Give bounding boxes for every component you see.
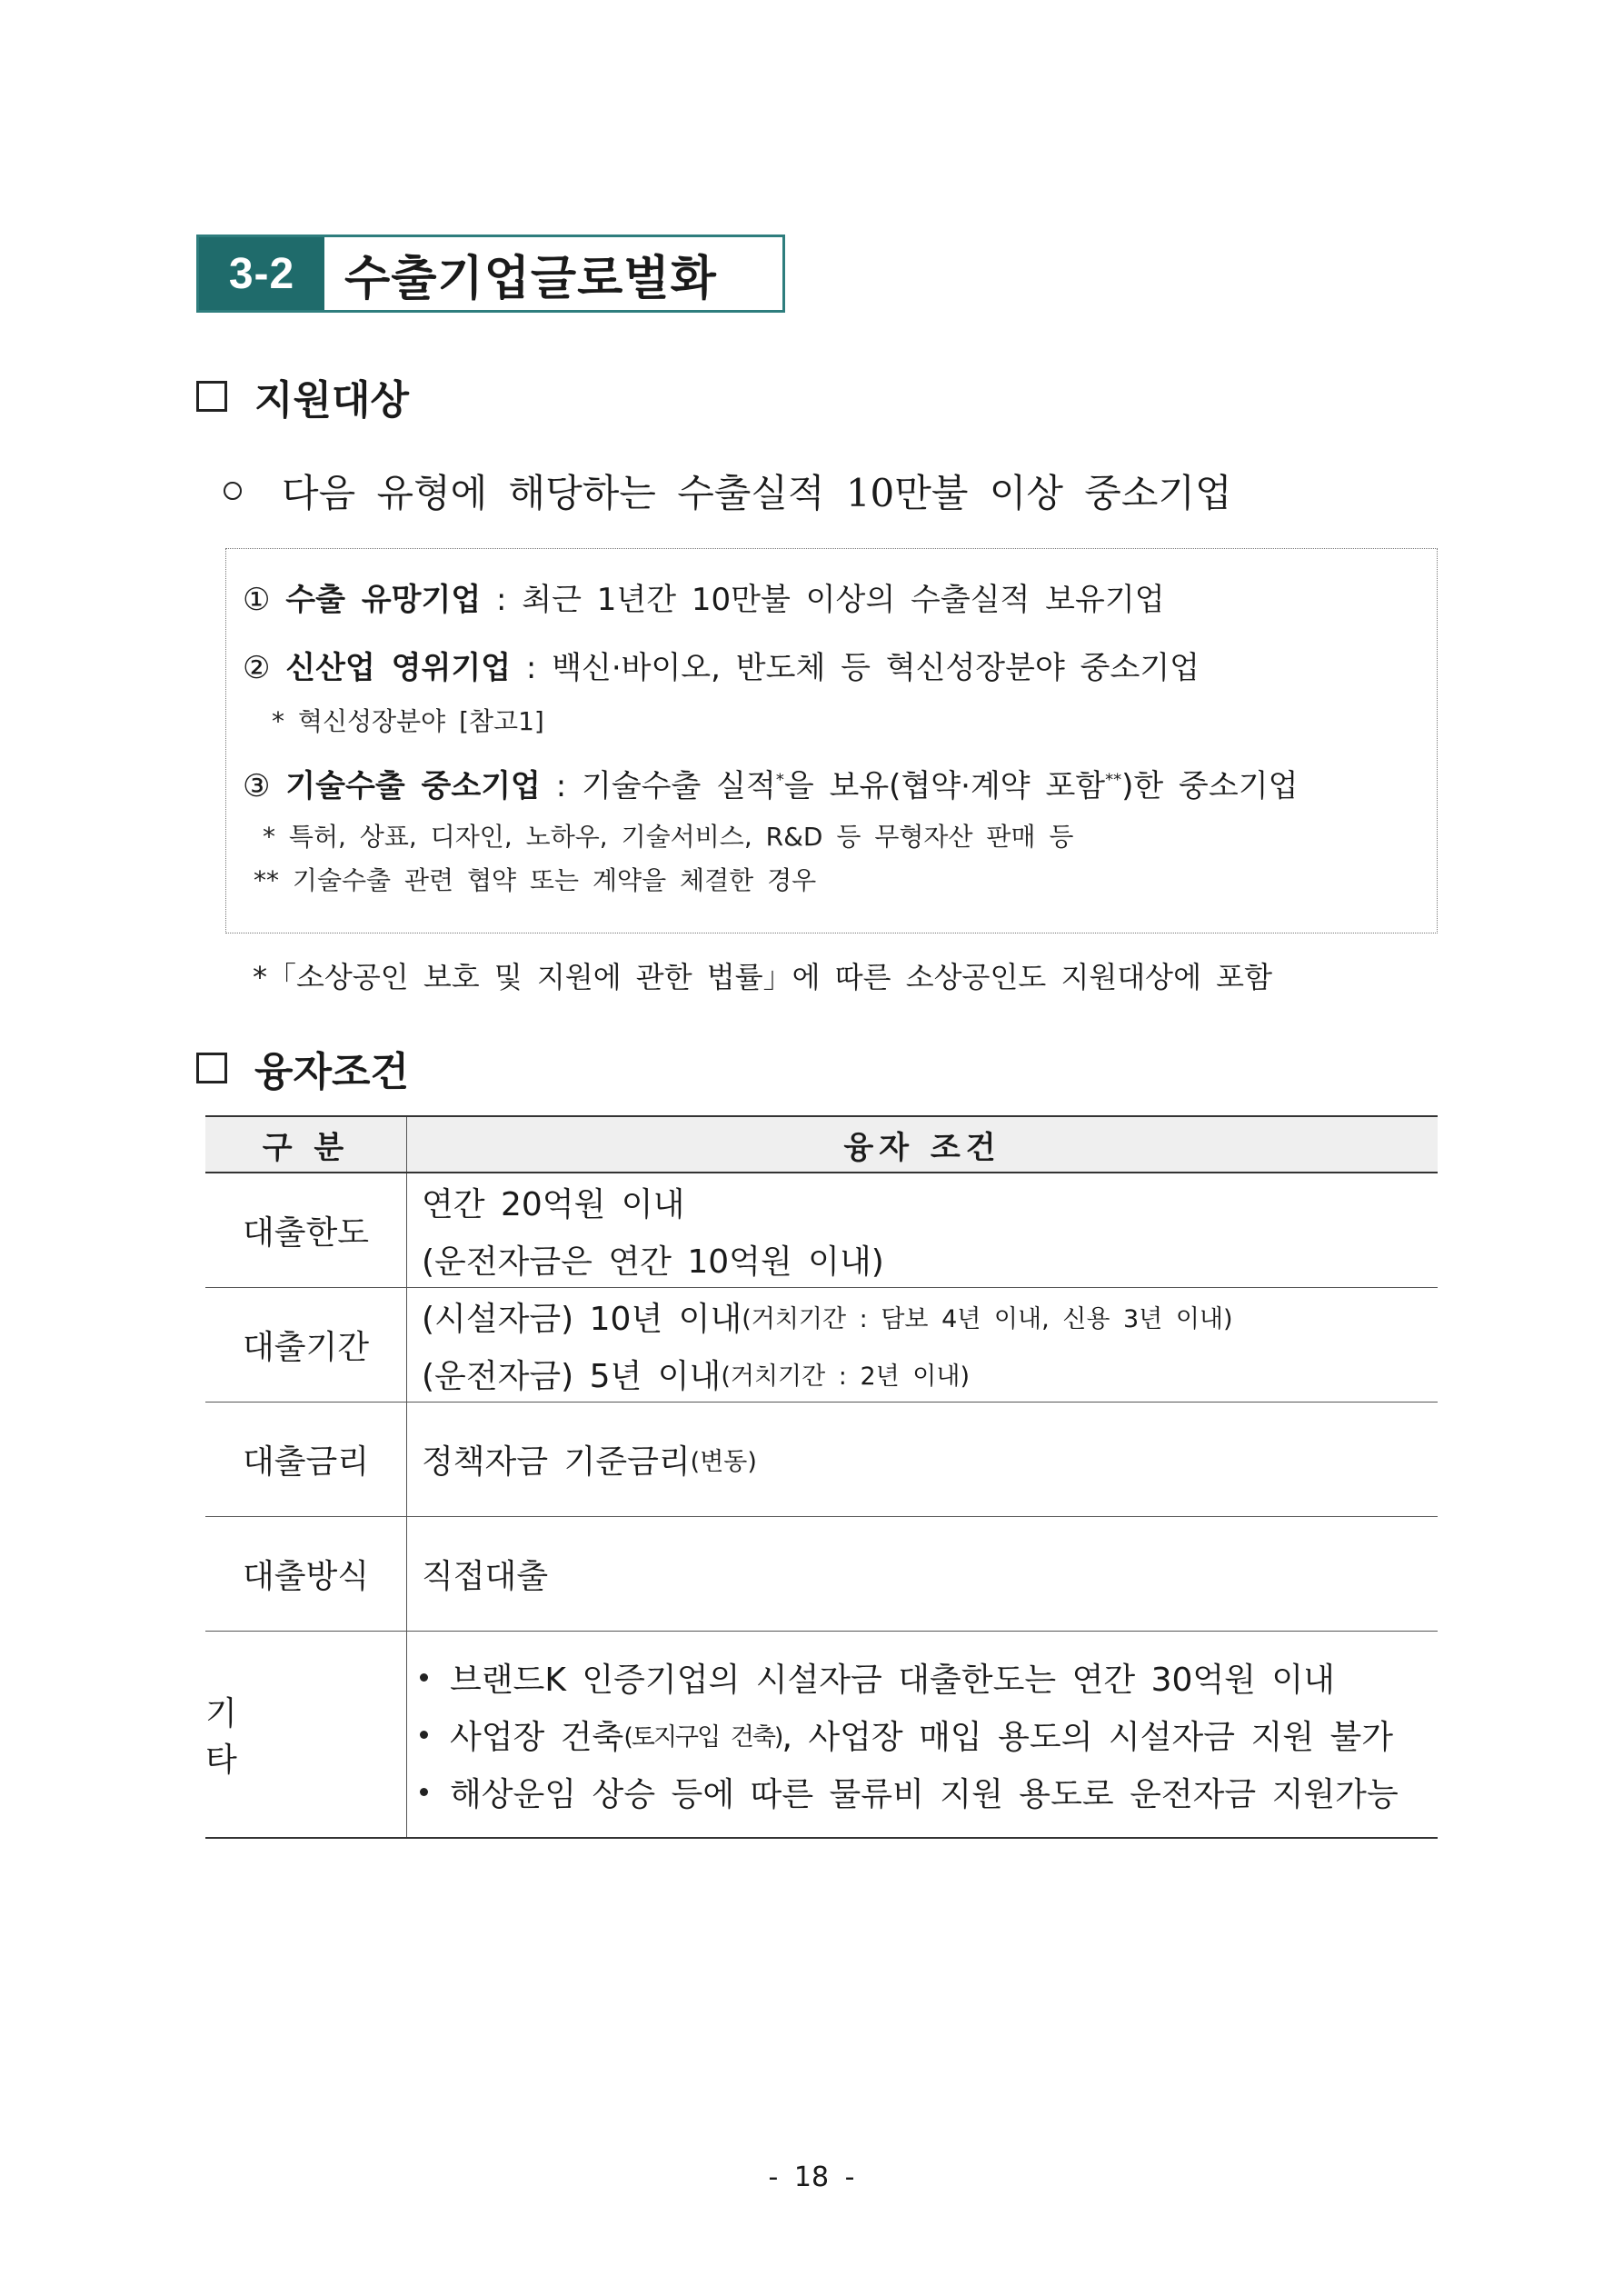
loan-terms-heading [196, 1039, 409, 1097]
superscript-mark: * [775, 770, 784, 790]
item-separator: : [540, 768, 582, 804]
limit-line-1: 연간 20억원 이내 [422, 1185, 685, 1223]
row-content [407, 1173, 1438, 1287]
loan-terms-table [205, 1115, 1438, 1839]
type-item-2 [243, 643, 1200, 687]
item-name: 기술수출 중소기업 [285, 768, 541, 804]
etc-bullet-2-text-b: , 사업장 매입 용도의 시설자금 지원 불가 [782, 1718, 1394, 1756]
row-label [205, 1632, 407, 1837]
table-header-row [205, 1117, 1438, 1173]
item-separator: : [481, 582, 523, 618]
row-label: 대출한도 [205, 1173, 407, 1287]
section-number: 3-2 [199, 237, 324, 310]
circle-bullet-icon [224, 482, 242, 500]
support-target-heading-text: 지원대상 [254, 377, 410, 424]
etc-bullet-1 [420, 1654, 1438, 1701]
etc-bullet-3-text: 해상운임 상승 등에 따른 물류비 지원 용도로 운전자금 지원가능 [450, 1775, 1399, 1813]
type-item-3-note-1: * 특허, 상표, 디자인, 노하우, 기술서비스, R&D 등 무형자산 판매 등 [263, 822, 1074, 852]
row-content [407, 1632, 1438, 1837]
type-item-3 [243, 761, 1298, 805]
bullet-dot-icon [420, 1788, 428, 1796]
table-row-method [205, 1517, 1438, 1632]
row-content [407, 1403, 1438, 1516]
table-row-limit [205, 1173, 1438, 1288]
item-desc-c: )한 중소기업 [1121, 768, 1299, 804]
period-line-2 [422, 1351, 1438, 1397]
etc-bullet-2 [420, 1712, 1438, 1758]
period-facility-grace: (거치기간 : 담보 4년 이내, 신용 3년 이내) [742, 1304, 1233, 1333]
support-target-heading [196, 367, 409, 425]
item-desc-a: 기술수출 실적 [581, 768, 776, 804]
row-label: 대출기간 [205, 1288, 407, 1402]
etc-bullet-2-text-a: 사업장 건축 [450, 1718, 624, 1756]
table-header-category: 구 분 [205, 1117, 407, 1172]
square-bullet-icon [196, 381, 227, 412]
item-desc-b: 을 보유(협약·계약 포함 [783, 768, 1106, 804]
type-item-1 [243, 574, 1165, 619]
type-item-3-note-2: ** 기술수출 관련 협약 또는 계약을 체결한 경우 [254, 865, 817, 895]
row-label: 대출방식 [205, 1517, 407, 1631]
support-target-intro-text: 다음 유형에 해당하는 수출실적 10만불 이상 중소기업 [282, 471, 1232, 515]
item-desc: 최근 1년간 10만불 이상의 수출실적 보유기업 [522, 582, 1165, 618]
method-value: 직접대출 [422, 1558, 549, 1595]
item-number: ② [243, 650, 271, 686]
row-content [407, 1288, 1438, 1402]
support-target-intro [224, 464, 1232, 518]
table-row-period [205, 1288, 1438, 1403]
period-line-1 [422, 1293, 1438, 1340]
item-number: ③ [243, 768, 271, 804]
support-target-types-box [225, 548, 1438, 933]
item-desc: 백신·바이오, 반도체 등 혁신성장분야 중소기업 [552, 650, 1200, 686]
row-label-text: 기 타 [205, 1695, 292, 1779]
table-header-terms: 융자 조건 [843, 1129, 1001, 1166]
section-title: 수출기업글로벌화 [344, 251, 717, 306]
rate-variable-note: (변동) [690, 1448, 757, 1476]
rate-line [422, 1436, 1438, 1482]
etc-bullet-2-small: (토지구입 건축) [623, 1722, 782, 1752]
period-facility: (시설자금) 10년 이내 [422, 1300, 742, 1338]
table-row-etc [205, 1632, 1438, 1837]
table-row-rate [205, 1403, 1438, 1517]
item-separator: : [511, 650, 553, 686]
item-name: 신산업 영위기업 [285, 650, 512, 686]
period-operating: (운전자금) 5년 이내 [422, 1357, 722, 1395]
support-target-footnote: *「소상공인 보호 및 지원에 관한 법률」에 따른 소상공인도 지원대상에 포함 [253, 960, 1272, 994]
item-name: 수출 유망기업 [285, 582, 482, 618]
page-number: - 18 - [768, 2161, 855, 2193]
period-operating-grace: (거치기간 : 2년 이내) [721, 1362, 970, 1391]
item-number: ① [243, 582, 271, 618]
bullet-dot-icon [420, 1731, 428, 1739]
section-heading-box [196, 235, 785, 313]
row-content [407, 1517, 1438, 1631]
rate-value: 정책자금 기준금리 [422, 1443, 691, 1481]
loan-terms-heading-text: 융자조건 [254, 1049, 410, 1095]
etc-bullet-3 [420, 1769, 1438, 1815]
superscript-mark: ** [1105, 770, 1122, 790]
limit-line-2: (운전자금은 연간 10억원 이내) [422, 1243, 884, 1281]
square-bullet-icon [196, 1053, 227, 1083]
type-item-2-note: * 혁신성장분야 [참고1] [272, 706, 544, 736]
bullet-dot-icon [420, 1673, 428, 1682]
row-label: 대출금리 [205, 1403, 407, 1516]
etc-bullet-1-text: 브랜드K 인증기업의 시설자금 대출한도는 연간 30억원 이내 [450, 1661, 1335, 1699]
